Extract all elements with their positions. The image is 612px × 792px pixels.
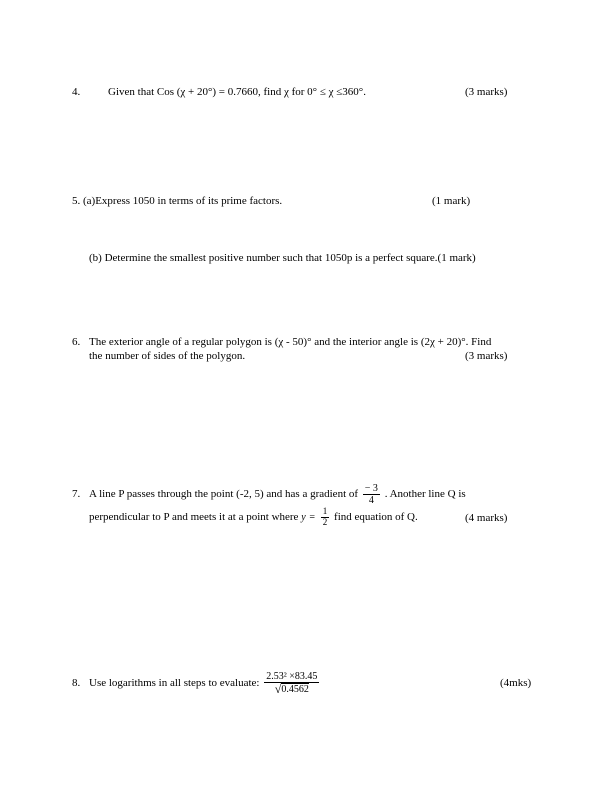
question-5a-marks: (1 mark) [432, 195, 471, 207]
question-4 [72, 86, 540, 99]
question-7-line1-text: A line P passes through the point (-2, 5) and has a gradient of [89, 488, 359, 501]
logarithm-fraction [264, 671, 319, 695]
question-7-line2-text: perpendicular to P and meets it at a point where [89, 511, 299, 523]
question-7-marks: (4 marks) [465, 511, 508, 524]
radicand: 0.4562 [281, 684, 309, 696]
question-4-body [108, 86, 540, 99]
equation-equals-sign: = [309, 512, 316, 523]
question-6-line1: The exterior angle of a regular polygon is (χ - 50)° and the interior angle is (2χ + 20)°. Find [89, 336, 492, 348]
equation-fraction-denominator: 2 [322, 516, 328, 527]
question-8-number: 8. [72, 677, 81, 689]
question-4-number: 4. [72, 86, 81, 98]
question-4-text: Given that Cos (χ + 20°) = 0.7660, find χ for 0° ≤ χ ≤360°. [108, 86, 366, 98]
question-6-number: 6. [72, 336, 81, 348]
gradient-fraction [363, 483, 380, 506]
question-8-text: Use logarithms in all steps to evaluate: [89, 677, 260, 689]
question-8-body [89, 668, 540, 698]
question-5b-text: (b) Determine the smallest positive number such that 1050p is a perfect square. [89, 252, 438, 264]
question-5b [89, 252, 557, 265]
question-8-line [89, 668, 540, 698]
gradient-fraction-denominator: 4 [368, 495, 374, 506]
gradient-fraction-numerator: − 3 [364, 483, 378, 494]
question-7-body [89, 483, 540, 529]
question-6-line2 [89, 349, 540, 363]
equation-fraction [321, 507, 330, 528]
question-7-line2 [89, 506, 540, 529]
question-5a-text: 5. (a)Express 1050 in terms of its prime factors. [72, 195, 283, 207]
question-5b-body [89, 252, 557, 265]
question-7 [72, 483, 540, 529]
question-5a [72, 195, 540, 208]
question-7-line2-text-after: find equation of Q. [334, 511, 418, 523]
question-6 [72, 335, 540, 363]
question-8 [72, 668, 540, 698]
question-6-marks: (3 marks) [465, 350, 508, 362]
question-5a-body [72, 195, 540, 208]
radical-icon: √ [274, 682, 282, 697]
question-7-line1 [89, 483, 540, 506]
equation-variable: y [301, 512, 306, 523]
question-6-body [89, 335, 540, 363]
question-8-marks: (4mks) [500, 677, 532, 689]
equation-fraction-numerator: 1 [322, 506, 328, 517]
logarithm-fraction-numerator: 2.53² ×83.45 [266, 671, 318, 683]
question-5b-marks: (1 mark) [437, 252, 476, 264]
question-6-line2-text: the number of sides of the polygon. [89, 350, 246, 362]
question-4-marks: (3 marks) [465, 86, 508, 98]
logarithm-fraction-denominator [264, 683, 319, 695]
question-7-line1-text-after: . Another line Q is [384, 488, 466, 501]
question-7-number: 7. [72, 488, 81, 500]
